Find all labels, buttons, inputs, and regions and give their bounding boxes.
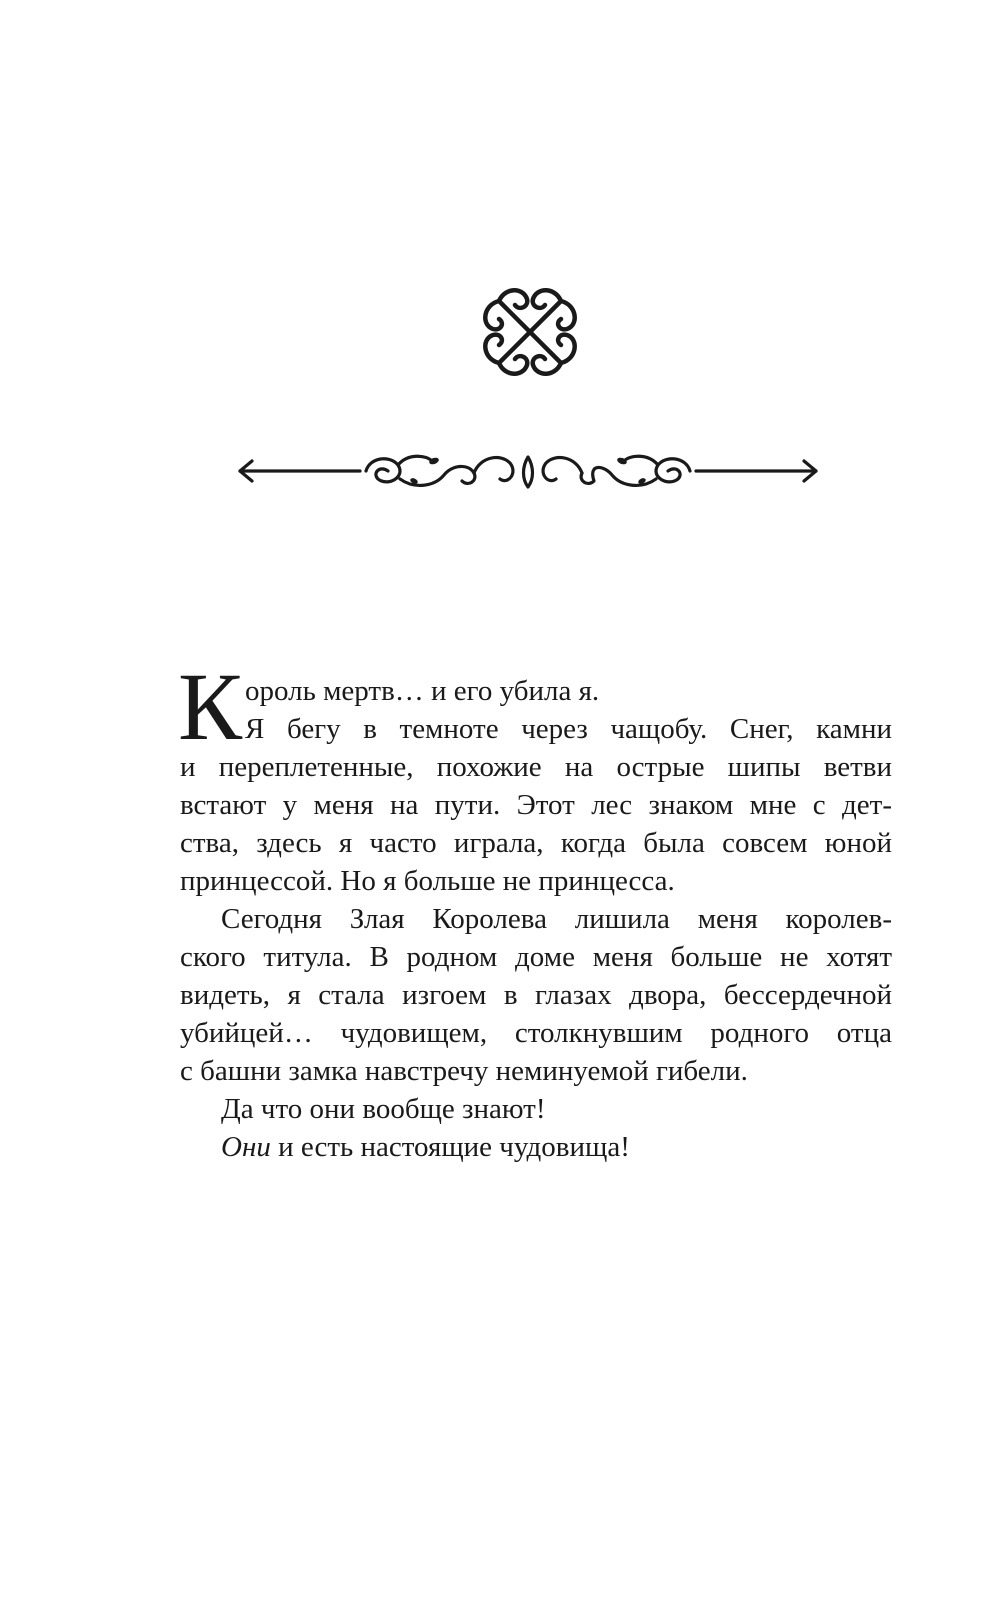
chapter-text: [178, 653, 892, 1166]
text-line: и переплетенные, похожие на острые шипы ветви: [180, 751, 892, 783]
text-line: с башни замка навстречу неминуемой гибели.: [180, 1055, 748, 1087]
text-line: убийцей… чудовищем, столкнувшим родного отца: [180, 1017, 892, 1049]
text-line: Да что они вообще знают!: [221, 1093, 546, 1125]
text-line: встают у меня на пути. Этот лес знаком мне с дет-: [180, 789, 892, 821]
paragraph-1-opening: [178, 653, 892, 760]
text-line: принцессой. Но я больше не принцесса.: [180, 865, 675, 897]
flourish-divider-icon: [238, 445, 818, 497]
text-line: Я бегу в темноте через чащобу. Снег, камни: [245, 713, 892, 745]
drop-cap: К: [178, 653, 243, 760]
text-line: ского титула. В родном доме меня больше не хотят: [180, 941, 892, 973]
text-line-rest: и есть настоящие чудовища!: [270, 1131, 630, 1163]
knot-ornament-icon: [477, 283, 583, 381]
italic-word: Они: [221, 1131, 271, 1163]
text-line: видеть, я стала изгоем в глазах двора, бессердечной: [180, 979, 892, 1011]
text-line-last: [180, 1128, 892, 1166]
text-line: ства, здесь я часто играла, когда была совсем юной: [180, 827, 892, 859]
text-line: ороль мертв… и его убила я.: [245, 675, 600, 707]
text-line: Сегодня Злая Королева лишила меня королев-: [221, 903, 892, 935]
